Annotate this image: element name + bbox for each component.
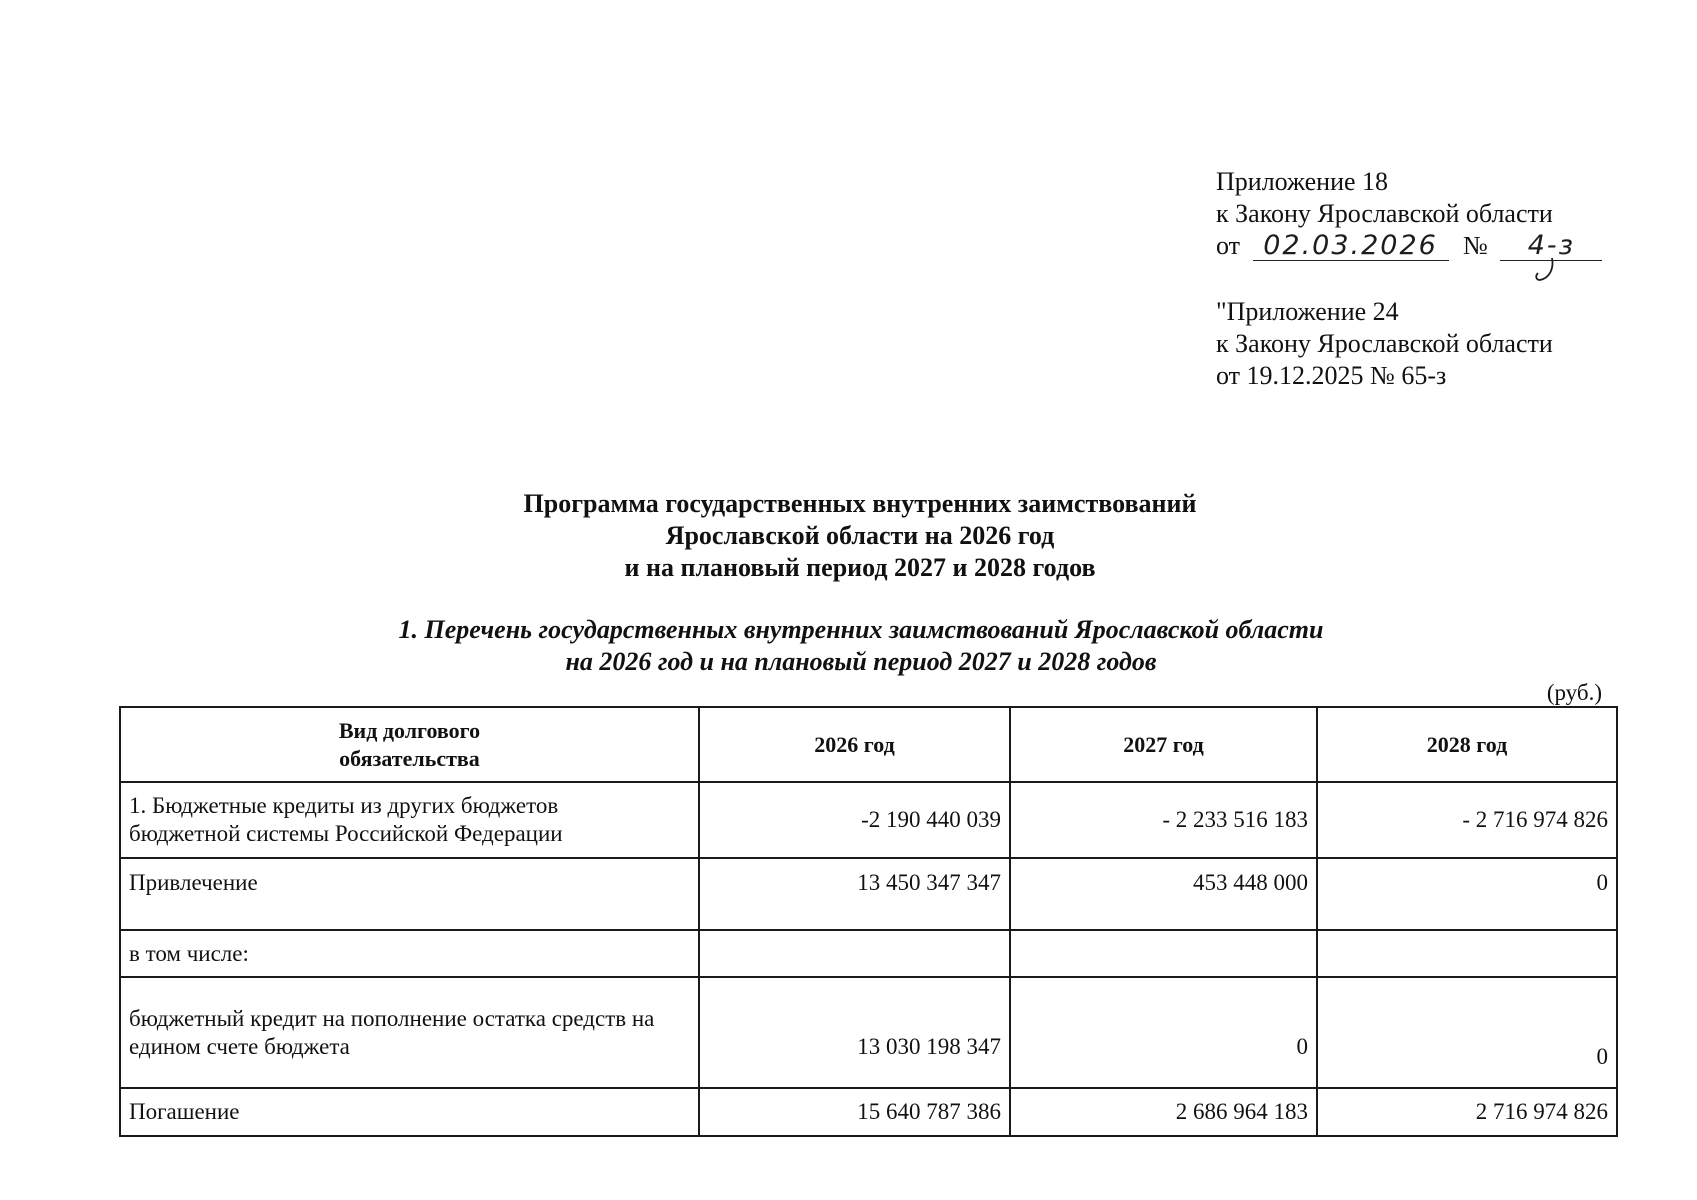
header-2027: 2027 год [1010,707,1317,782]
annex-amending-law: к Закону Ярославской области [1216,199,1553,228]
annex-original-date: от 19.12.2025 № 65-з [1216,361,1447,390]
header-2026: 2026 год [699,707,1010,782]
title-line: Программа государственных внутренних заимствований [523,489,1197,518]
annex-original-reference [1216,296,1553,392]
value-2026 [699,930,1010,977]
annex-amending-reference [1216,166,1602,262]
handwritten-date: 02.03.2026 [1253,232,1449,261]
annex-amending-date-line [1216,230,1602,262]
value-2028: - 2 716 974 826 [1317,782,1617,858]
borrowings-table [119,706,1618,1137]
table-row [120,977,1617,1088]
section-heading [0,614,1697,678]
date-prefix: от [1216,231,1241,260]
table-row [120,858,1617,930]
table-row [120,1088,1617,1136]
handwritten-number-text: 4-з [1527,230,1575,261]
row-label: Привлечение [120,858,699,930]
value-2026: 13 030 198 347 [699,977,1010,1088]
annex-original-title: "Приложение 24 [1216,297,1399,326]
value-2027: 453 448 000 [1010,858,1317,930]
title-line: Ярославской области на 2026 год [665,521,1055,550]
row-label: бюджетный кредит на пополнение остатка средств на едином счете бюджета [120,977,699,1088]
title-line: и на плановый период 2027 и 2028 годов [624,553,1096,582]
value-2028 [1317,930,1617,977]
header-2028: 2028 год [1317,707,1617,782]
value-2027 [1010,930,1317,977]
row-label: в том числе: [120,930,699,977]
row-label: Погашение [120,1088,699,1136]
document-title [0,488,1697,584]
value-2028: 2 716 974 826 [1317,1088,1617,1136]
value-2027: - 2 233 516 183 [1010,782,1317,858]
value-2026: -2 190 440 039 [699,782,1010,858]
number-prefix: № [1463,231,1488,260]
unit-label: (руб.) [1546,680,1602,705]
value-2027: 2 686 964 183 [1010,1088,1317,1136]
handwriting-stroke-icon [1532,256,1572,284]
value-2027: 0 [1010,977,1317,1088]
value-2026: 13 450 347 347 [699,858,1010,930]
table-row [120,782,1617,858]
header-debt-type: Вид долгового обязательства [120,707,699,782]
row-label: 1. Бюджетные кредиты из других бюджетов бюджетной системы Российской Федерации [120,782,699,858]
value-2028: 0 [1317,977,1617,1088]
annex-amending-title: Приложение 18 [1216,167,1389,196]
table-row [120,930,1617,977]
value-2026: 15 640 787 386 [699,1088,1010,1136]
value-2028: 0 [1317,858,1617,930]
table-header-row [120,707,1617,782]
section-heading-line: 1. Перечень государственных внутренних заимствований Ярославской области [398,615,1324,644]
annex-original-law: к Закону Ярославской области [1216,329,1553,358]
section-heading-line: на 2026 год и на плановый период 2027 и 2028 годов [565,647,1157,676]
handwritten-number [1500,232,1602,261]
